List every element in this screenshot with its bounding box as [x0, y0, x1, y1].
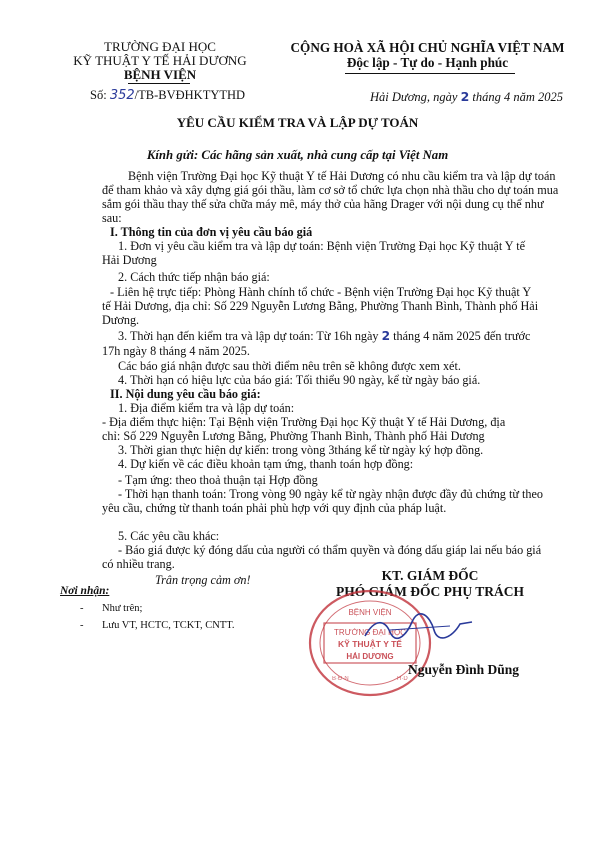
recipient-item: - Như trên;: [80, 603, 143, 614]
svg-text:BỆNH VIỆN: BỆNH VIỆN: [348, 608, 392, 617]
document-number: Số: 352/TB-BVĐHKTYTHD: [90, 88, 246, 103]
body-line: chỉ: Số 229 Nguyễn Lương Bằng, Phường Thanh Bình, Thành phố Hải Dương: [102, 429, 485, 443]
body-line: sắm gói thầu thay thế sửa chữa máy mê, máy thở của hãng Drager với nội dung cụ thể như: [102, 197, 544, 211]
handwritten-number: 352: [109, 88, 135, 103]
signer-authority: KT. GIÁM ĐỐC: [381, 568, 479, 583]
section-heading: II. Nội dung yêu cầu báo giá:: [110, 387, 261, 401]
place-date: Hải Dương, ngày 2 tháng 4 năm 2025: [370, 89, 564, 104]
handwritten-day: 2: [460, 89, 470, 104]
recipients-heading: Nơi nhận:: [60, 585, 110, 597]
body-line: tế Hải Dương, địa chỉ: Số 229 Nguyễn Lương Bằng, Phường Thanh Bình, Thành phố Hải: [102, 299, 539, 313]
body-line: Bệnh viện Trường Đại học Kỹ thuật Y tế Hải Dương có nhu cầu kiểm tra và lập dự toán: [128, 169, 556, 183]
body-line: để tham khảo và xây dựng giá gói thầu, làm cơ sở tổ chức lựa chọn nhà thầu cho dự toán mua: [102, 183, 559, 197]
body-line: Dương.: [102, 313, 140, 327]
motto: Độc lập - Tự do - Hạnh phúc: [346, 55, 509, 70]
header-underline-left: [128, 83, 190, 84]
recipient-item: - Lưu VT, HCTC, TCKT, CNTT.: [80, 620, 235, 631]
document-title: YÊU CẦU KIỂM TRA VÀ LẬP DỰ TOÁN: [176, 115, 419, 130]
body-line: 5. Các yêu cầu khác:: [118, 529, 220, 543]
body-line: 4. Dự kiến về các điều khoản tạm ứng, thanh toán hợp đồng:: [118, 457, 414, 471]
body-line: - Thời hạn thanh toán: Trong vòng 90 ngày kể từ ngày nhận được đầy đủ chứng từ theo: [118, 487, 543, 501]
hospital-name: BỆNH VIỆN: [123, 67, 197, 82]
signer-name: Nguyễn Đình Dũng: [408, 662, 520, 677]
closing-phrase: Trân trọng cảm ơn!: [155, 573, 251, 587]
body-line: sau:: [102, 211, 122, 225]
body-line: 17h ngày 8 tháng 4 năm 2025.: [102, 344, 250, 358]
body-line: có nhiều trang.: [102, 557, 175, 571]
svg-text:HẢI DƯƠNG: HẢI DƯƠNG: [346, 652, 394, 661]
handwritten-signature: [360, 608, 480, 648]
school-name: TRƯỜNG ĐẠI HỌC: [104, 39, 216, 54]
body-line: Các báo giá nhận được sau thời điểm nêu trên sẽ không được xem xét.: [118, 359, 461, 373]
svg-text:H·D: H·D: [397, 676, 408, 682]
organization-header: [60, 40, 260, 82]
body-line: - Báo giá được ký đóng dấu của người có thẩm quyền và đóng dấu giáp lai nếu báo giá: [118, 543, 542, 557]
body-line: 2. Cách thức tiếp nhận báo giá:: [118, 270, 270, 284]
svg-text:KỸ THUẬT Y TẾ: KỸ THUẬT Y TẾ: [338, 639, 402, 649]
recipient-line: Kính gửi: Các hãng sản xuất, nhà cung cấp tại Việt Nam: [146, 148, 449, 162]
svg-text:B·Đ·N: B·Đ·N: [332, 676, 349, 682]
body-line: - Địa điểm thực hiện: Tại Bệnh viện Trường Đại học Kỹ thuật Y tế Hải Dương, địa: [102, 415, 506, 429]
recipients-list: [80, 600, 234, 634]
national-header: [285, 40, 570, 70]
body-line: 1. Đơn vị yêu cầu kiểm tra và lập dự toán: Bệnh viện Trường Đại học Kỹ thuật Y tế: [118, 239, 525, 253]
body-line: 1. Địa điểm kiểm tra và lập dự toán:: [118, 401, 295, 415]
header-underline-right: [345, 73, 515, 74]
body-line: - Tạm ứng: theo thoả thuận tại Hợp đồng: [118, 473, 318, 487]
body-line: yêu cầu, chứng từ thanh toán phải phù hợp với quy định của pháp luật.: [102, 501, 447, 515]
school-name-line2: KỸ THUẬT Y TẾ HẢI DƯƠNG: [73, 53, 247, 68]
svg-text:TRƯỜNG ĐẠI HỌC: TRƯỜNG ĐẠI HỌC: [334, 628, 406, 637]
section-heading: I. Thông tin của đơn vị yêu cầu báo giá: [110, 225, 313, 239]
body-line: Hải Dương: [102, 253, 157, 267]
country-name: CỘNG HOÀ XÃ HỘI CHỦ NGHĨA VIỆT NAM: [290, 40, 565, 55]
body-line: - Liên hệ trực tiếp: Phòng Hành chính tổ chức - Bệnh viện Trường Đại học Kỹ thuật Y: [110, 285, 532, 299]
signer-title: PHÓ GIÁM ĐỐC PHỤ TRÁCH: [336, 584, 524, 599]
body-line: 4. Thời hạn có hiệu lực của báo giá: Tối thiểu 90 ngày, kể từ ngày báo giá.: [118, 373, 481, 387]
body-line: 3. Thời gian thực hiện dự kiến: trong vòng 3tháng kể từ ngày ký hợp đồng.: [118, 443, 484, 457]
handwritten-day: 2: [381, 329, 391, 343]
body-line: 3. Thời hạn đến kiểm tra và lập dự toán: Từ 16h ngày 2 tháng 4 năm 2025 đến trước: [118, 329, 531, 343]
